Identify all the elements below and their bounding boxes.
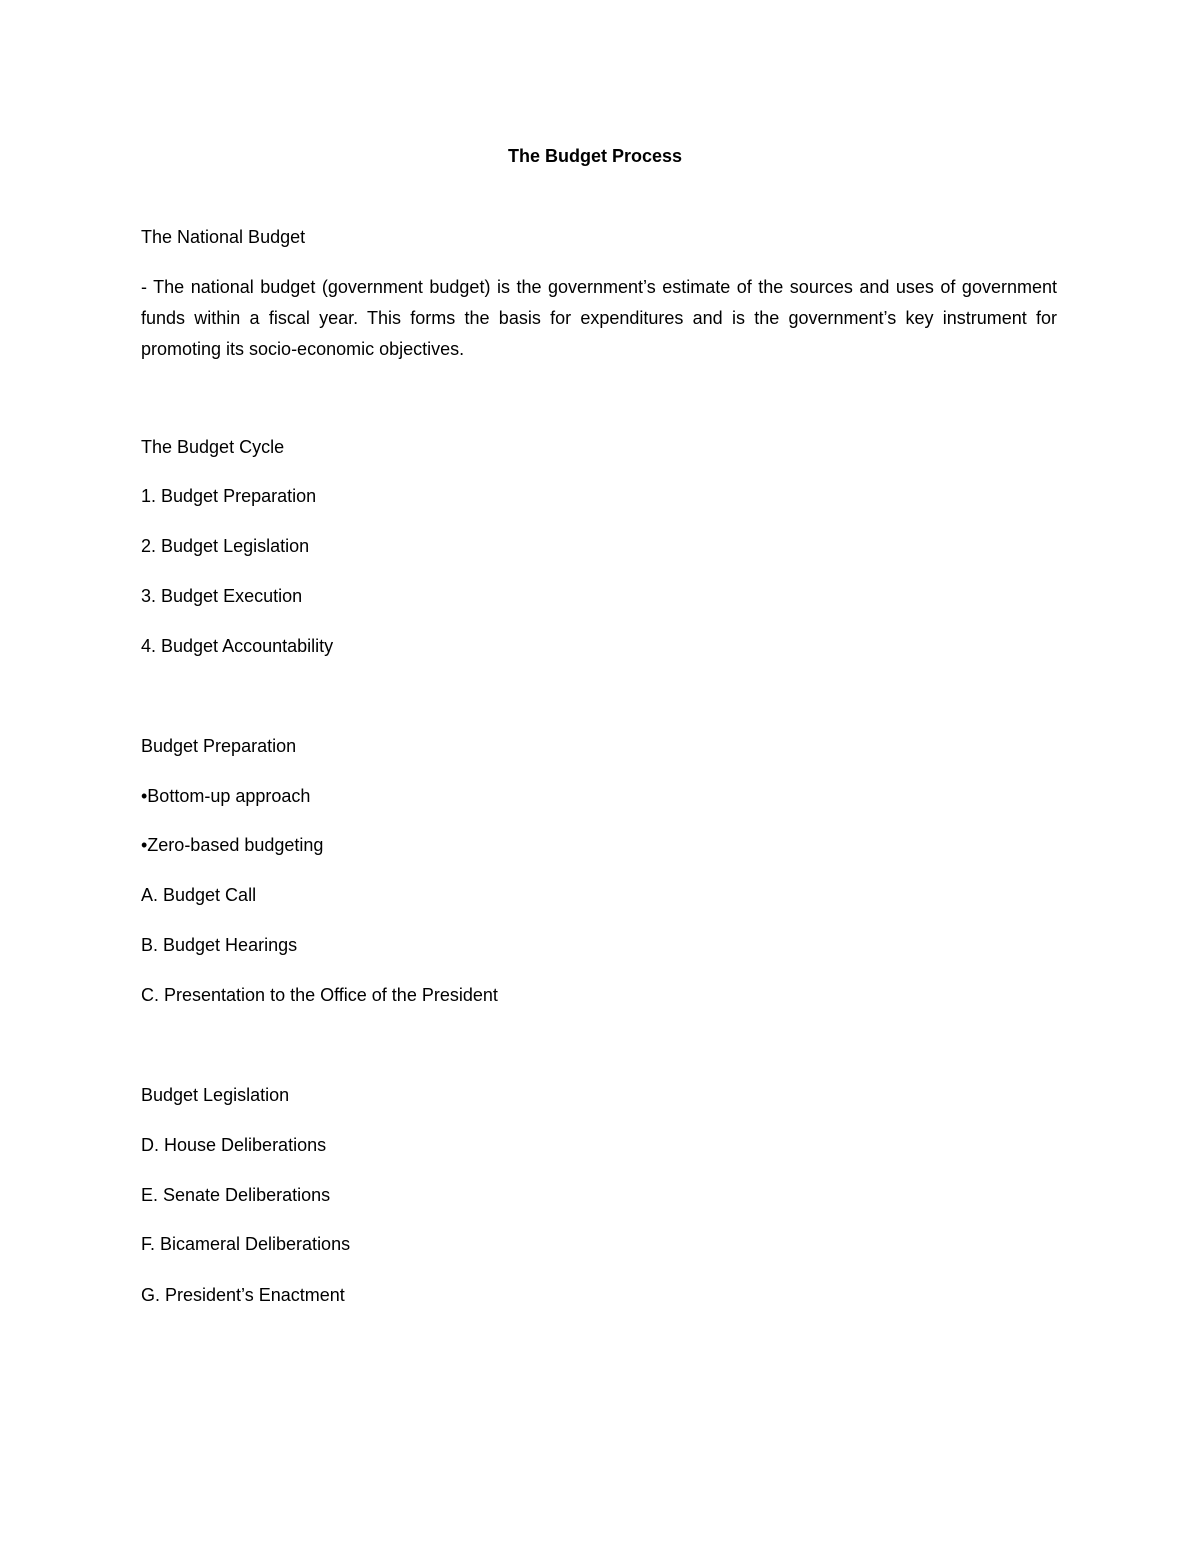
section-heading-national-budget: The National Budget (141, 227, 306, 247)
list-item: 1. Budget Preparation (141, 486, 317, 506)
list-item: 3. Budget Execution (141, 586, 303, 606)
document-title: The Budget Process (507, 146, 683, 166)
list-item: C. Presentation to the Office of the President (141, 985, 498, 1005)
list-item: •Zero-based budgeting (141, 835, 324, 855)
list-item: G. President’s Enactment (141, 1285, 345, 1305)
list-item: E. Senate Deliberations (141, 1185, 331, 1205)
section-heading-budget-cycle: The Budget Cycle (141, 437, 285, 457)
list-item: A. Budget Call (141, 885, 257, 905)
list-item: •Bottom-up approach (141, 786, 311, 806)
national-budget-paragraph: - The national budget (government budget) is the government’s estimate of the sources and uses of government funds within a fiscal year. This forms the basis for expenditures and is the government’s key instrument for promoting its socio-economic objectives. (141, 277, 1057, 359)
list-item: B. Budget Hearings (141, 935, 298, 955)
list-item: 4. Budget Accountability (141, 636, 334, 656)
list-item: F. Bicameral Deliberations (141, 1234, 351, 1254)
section-heading-budget-preparation: Budget Preparation (141, 736, 297, 756)
list-item: D. House Deliberations (141, 1135, 327, 1155)
section-heading-budget-legislation: Budget Legislation (141, 1085, 290, 1105)
list-item: 2. Budget Legislation (141, 536, 310, 556)
